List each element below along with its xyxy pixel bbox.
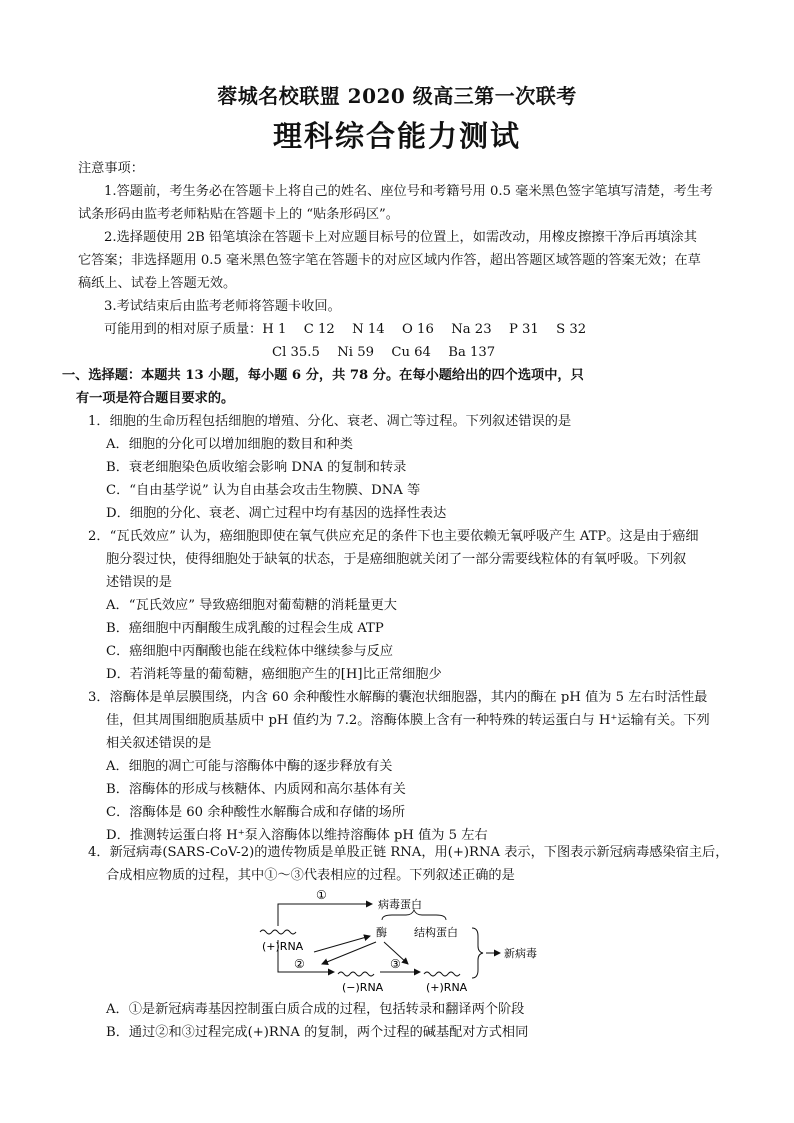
question-2-option-b: B．癌细胞中丙酮酸生成乳酸的过程会生成 ATP [106, 621, 384, 636]
protein-brace [382, 910, 446, 920]
minus-rna-label: (−)RNA [342, 981, 384, 994]
minus-rna-wave [338, 972, 374, 976]
question-1-stem: 1．细胞的生命历程包括细胞的增殖、分化、衰老、凋亡等过程。下列叙述错误的是 [88, 414, 572, 429]
step2-marker: ② [294, 957, 305, 971]
enzyme-to-step2-arrow [322, 942, 376, 964]
question-2-option-d: D．若消耗等量的葡萄糖，癌细胞产生的[H]比正常细胞少 [106, 667, 442, 682]
question-2-stem-c: 述错误的是 [106, 575, 172, 590]
atomic-mass-line-1: 可能用到的相对原子质量：H 1 C 12 N 14 O 16 Na 23 P 31 S 32 [104, 322, 587, 337]
notice-item-2a: 2.选择题使用 2B 铅笔填涂在答题卡上对应题目标号的位置上，如需改动，用橡皮擦擦干净后再填涂其 [104, 230, 697, 245]
question-2-option-a: A．“瓦氏效应” 导致癌细胞对葡萄糖的消耗量更大 [106, 598, 397, 613]
question-1-option-d: D．细胞的分化、衰老、凋亡过程中均有基因的选择性表达 [106, 506, 447, 521]
exam-subject-title: 理科综合能力测试 [272, 119, 521, 153]
step1-marker: ① [316, 888, 327, 902]
plus-rna-right-label: (+)RNA [426, 981, 468, 994]
question-1-option-b: B．衰老细胞染色质收缩会影响 DNA 的复制和转录 [106, 460, 407, 475]
question-1 [88, 410, 744, 525]
viral-protein-label: 病毒蛋白 [378, 898, 422, 911]
plus-rna-wave-left [260, 930, 296, 934]
section-one-label: 一、选择题： [62, 368, 142, 383]
rna-replication-diagram [250, 888, 550, 996]
question-4-options [88, 998, 744, 1044]
section-one-heading [62, 364, 742, 410]
notice-item-2b: 它答案；非选择题用 0.5 毫米黑色签字笔在答题卡的对应区域内作答，超出答题区域答题的答案无效；在草 [78, 253, 701, 268]
question-3-option-d: D．推测转运蛋白将 H⁺泵入溶酶体以维持溶酶体 pH 值为 5 左右 [106, 828, 488, 843]
question-2-stem-b: 胞分裂过快，使得细胞处于缺氧的状态，于是癌细胞就关闭了一部分需要线粒体的有氧呼吸。下列叙 [106, 552, 687, 567]
question-3-option-b: B．溶酶体的形成与核糖体、内质网和高尔基体有关 [106, 782, 406, 797]
question-2-stem-a: 2．“瓦氏效应” 认为，癌细胞即使在氧气供应充足的条件下也主要依赖无氧呼吸产生 ATP。这是由于癌细 [88, 529, 699, 544]
question-4-option-b: B．通过②和③过程完成(+)RNA 的复制，两个过程的碱基配对方式相同 [106, 1025, 529, 1040]
question-3 [88, 686, 744, 847]
question-4 [88, 841, 744, 887]
step3-marker: ③ [390, 957, 401, 971]
notice-item-3: 3.考试结束后由监考老师将答题卡收回。 [104, 299, 341, 314]
section-one-desc-2: 有一项是符合题目要求的。 [76, 391, 235, 406]
new-virus-brace [472, 928, 483, 978]
atomic-mass-line-2: Cl 35.5 Ni 59 Cu 64 Ba 137 [272, 345, 496, 360]
section-one-desc: 本题共 13 小题，每小题 6 分，共 78 分。在每小题给出的四个选项中，只 [141, 368, 584, 383]
question-2 [88, 525, 744, 686]
notice-heading: 注意事项： [78, 161, 144, 176]
exam-title: 蓉城名校联盟 2020 级高三第一次联考 [217, 84, 577, 108]
enzyme-label: 酶 [376, 926, 387, 939]
question-1-option-a: A．细胞的分化可以增加细胞的数目和种类 [106, 437, 353, 452]
plus-rna-left-label: (+)RNA [262, 940, 304, 953]
notice-item-1b: 试条形码由监考老师粘贴在答题卡上的 “贴条形码区”。 [78, 207, 399, 222]
question-4-option-a: A．①是新冠病毒基因控制蛋白质合成的过程，包括转录和翻译两个阶段 [106, 1002, 525, 1017]
question-3-option-c: C．溶酶体是 60 余种酸性水解酶合成和存储的场所 [106, 805, 406, 820]
question-4-stem-b: 合成相应物质的过程，其中①～③代表相应的过程。下列叙述正确的是 [106, 868, 515, 883]
notice-section [78, 157, 738, 364]
step1-arrow [278, 904, 372, 926]
question-2-option-c: C．癌细胞中丙酮酸也能在线粒体中继续参与反应 [106, 644, 394, 659]
plus-rna-to-enzyme-arrow [314, 936, 370, 952]
plus-rna-wave-right [424, 972, 460, 976]
question-3-option-a: A．细胞的凋亡可能与溶酶体中酶的逐步释放有关 [106, 759, 393, 774]
question-3-stem-c: 相关叙述错误的是 [106, 736, 212, 751]
question-4-stem-a: 4．新冠病毒(SARS-CoV-2)的遗传物质是单股正链 RNA，用(+)RNA 表示，下图表示新冠病毒感染宿主后， [88, 845, 729, 860]
notice-item-1a: 1.答题前，考生务必在答题卡上将自己的姓名、座位号和考籍号用 0.5 毫米黑色签字笔填写清楚，考生考 [104, 184, 713, 199]
question-3-stem-b: 佳，但其周围细胞质基质中 pH 值约为 7.2。溶酶体膜上含有一种特殊的转运蛋白与 H⁺运输有关。下列 [106, 713, 710, 728]
structural-protein-label: 结构蛋白 [414, 926, 458, 939]
new-virus-label: 新病毒 [504, 947, 537, 960]
question-1-option-c: C．“自由基学说” 认为自由基会攻击生物膜、DNA 等 [106, 483, 421, 498]
notice-item-2c: 稿纸上、试卷上答题无效。 [78, 276, 237, 291]
question-3-stem-a: 3．溶酶体是单层膜围绕，内含 60 余种酸性水解酶的囊泡状细胞器，其内的酶在 pH 值为 5 左右时活性最 [88, 690, 708, 705]
